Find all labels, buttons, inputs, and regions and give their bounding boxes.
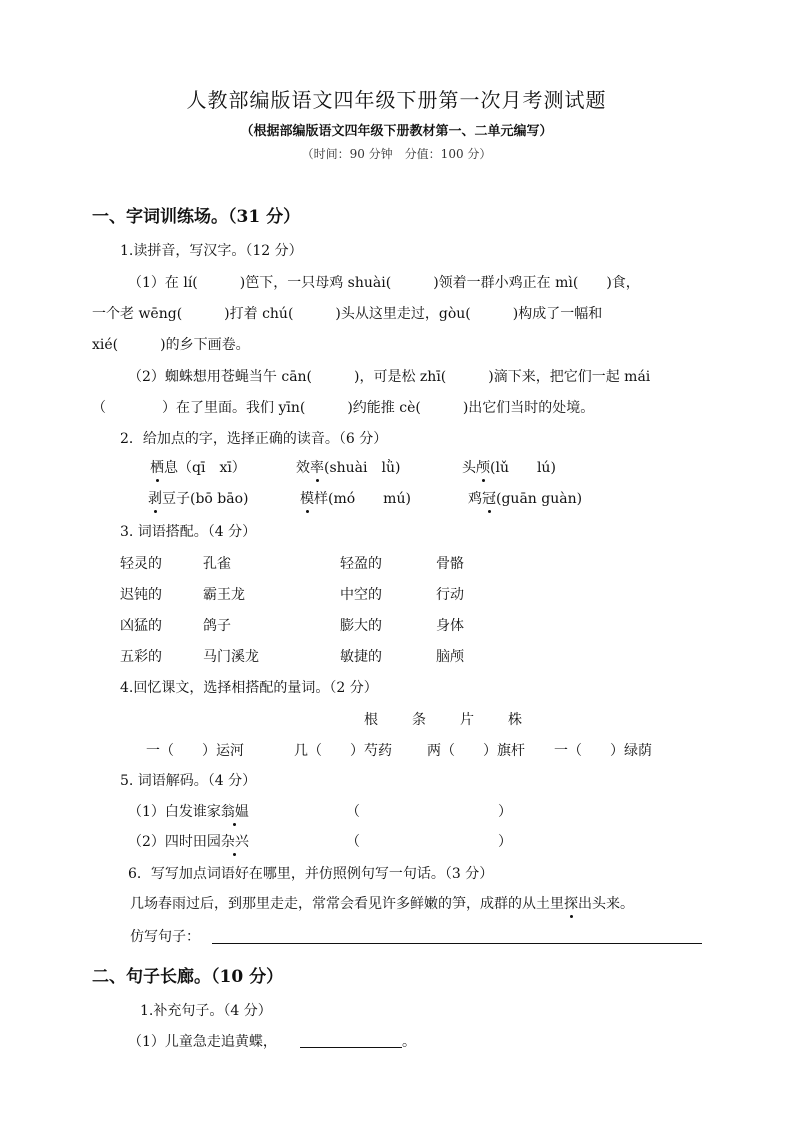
q4-item: 几（ ）芍药 <box>294 743 392 759</box>
q1-line-3: xié( )的乡下画卷。 <box>92 337 250 353</box>
dotted-char: 模 <box>300 491 314 507</box>
q3-title: 3. 词语搭配。（4 分） <box>120 524 257 540</box>
q1-line-4: （2）蜘蛛想用苍蝇当午 cān( )，可是松 zhī( )滴下来，把它们一起 mái <box>128 369 651 385</box>
q1-title: 1.读拼音，写汉字。（12 分） <box>120 243 303 259</box>
dotted-char: 栖 <box>150 460 164 476</box>
q5-paren-open: （ <box>346 804 360 820</box>
q3-cell: 鸽子 <box>203 618 231 634</box>
q6-title: 6．写写加点词语好在哪里，并仿照例句写一句话。（3 分） <box>128 866 494 882</box>
q2-item: 效率(shuài lǜ) <box>296 460 401 476</box>
q3-cell: 敏捷的 <box>340 649 382 665</box>
exam-time-info: （时间：90 分钟 分值：100 分） <box>301 147 492 161</box>
s2-q1-item1: （1）儿童急走追黄蝶， <box>128 1034 277 1050</box>
q2-item: 剥豆子(bō bāo) <box>148 491 249 507</box>
dotted-char: 杂兴 <box>220 834 249 850</box>
q1-line-1: （1）在 lí( )笆下，一只母鸡 shuài( )领着一群小鸡正在 mì( )食， <box>128 275 640 291</box>
q2-item: 栖息（qī xī） <box>150 460 246 476</box>
q3-cell: 脑颅 <box>436 649 464 665</box>
dotted-char: 颅 <box>476 460 490 476</box>
q3-cell: 膨大的 <box>340 618 382 634</box>
q2-item: 头颅(lǔ lú) <box>462 460 556 476</box>
dotted-char: 探 <box>564 896 578 912</box>
q3-cell: 骨骼 <box>436 556 464 572</box>
q5-paren-close: ） <box>498 804 512 820</box>
q3-cell: 凶猛的 <box>120 618 162 634</box>
q3-cell: 孔雀 <box>203 556 231 572</box>
q3-cell: 五彩的 <box>120 649 162 665</box>
answer-line[interactable] <box>212 943 702 944</box>
q3-cell: 迟钝的 <box>120 587 162 603</box>
q1-line-2: 一个老 wēng( )打着 chú( )头从这里走过，gòu( )构成了一幅和 <box>92 306 603 322</box>
q3-cell: 马门溪龙 <box>203 649 259 665</box>
q2-item: 鸡冠(guān guàn) <box>468 491 583 507</box>
q3-cell: 中空的 <box>340 587 382 603</box>
page-subtitle: （根据部编版语文四年级下册教材第一、二单元编写） <box>240 124 553 139</box>
s2-q1-item1-end: 。 <box>402 1034 416 1050</box>
q5-item: （1）白发谁家翁媪 <box>128 804 249 820</box>
q5-item: （2）四时田园杂兴 <box>128 834 249 850</box>
dotted-char: 翁媪 <box>220 804 249 820</box>
q4-word: 根 <box>364 712 378 728</box>
dotted-char: 剥 <box>148 491 162 507</box>
s2-q1-title: 1.补充句子。（4 分） <box>140 1003 272 1019</box>
dotted-char: 率 <box>310 460 324 476</box>
section-2-title: 二、句子长廊。（10 分） <box>92 967 284 987</box>
q5-paren-close: ） <box>498 834 512 850</box>
q3-cell: 轻盈的 <box>340 556 382 572</box>
q3-cell: 身体 <box>436 618 464 634</box>
q4-word: 片 <box>460 712 474 728</box>
q6-sentence: 几场春雨过后，到那里走走，常常会看见许多鲜嫩的笋，成群的从土里探出头来。 <box>130 896 634 912</box>
q4-item: 一（ ）运河 <box>146 743 244 759</box>
q4-title: 4.回忆课文，选择相搭配的量词。（2 分） <box>120 680 378 696</box>
q3-cell: 轻灵的 <box>120 556 162 572</box>
q2-title: 2．给加点的字，选择正确的读音。（6 分） <box>120 431 388 447</box>
q3-cell: 行动 <box>436 587 464 603</box>
q4-word: 株 <box>508 712 522 728</box>
q4-item: 两（ ）旗杆 <box>427 743 525 759</box>
q4-word: 条 <box>412 712 426 728</box>
dotted-char: 冠 <box>482 491 496 507</box>
q5-title: 5. 词语解码。（4 分） <box>120 773 257 789</box>
section-1-title: 一、字词训练场。（31 分） <box>92 207 301 227</box>
q5-paren-open: （ <box>346 834 360 850</box>
page-title: 人教部编版语文四年级下册第一次月考测试题 <box>186 88 607 112</box>
q2-item: 模样(mó mú) <box>300 491 411 507</box>
q3-cell: 霸王龙 <box>203 587 245 603</box>
q1-line-5: （ ）在了里面。我们 yīn( )约能推 cè( )出它们当时的处境。 <box>92 400 595 416</box>
q4-item: 一（ ）绿荫 <box>554 743 652 759</box>
q6-imitate-label: 仿写句子： <box>130 929 200 945</box>
answer-line[interactable] <box>300 1047 402 1048</box>
